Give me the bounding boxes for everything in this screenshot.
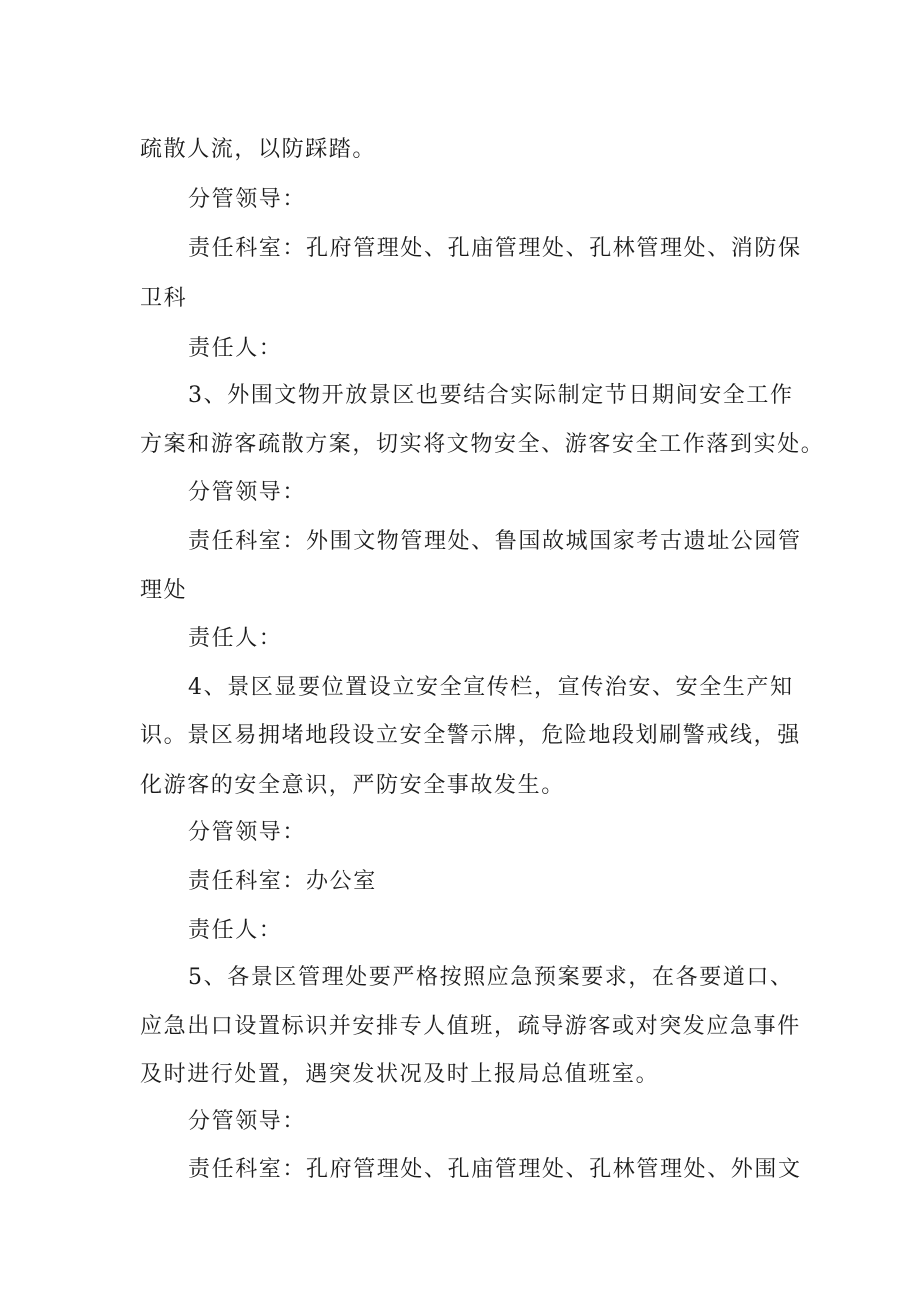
paragraph-line: 责任人： — [188, 626, 283, 651]
paragraph-line: 责任科室：孔府管理处、孔庙管理处、孔林管理处、消防保 — [188, 236, 802, 261]
paragraph-line: 分管领导： — [188, 480, 307, 505]
paragraph-line: 4、景区显要位置设立安全宣传栏，宣传治安、安全生产知 — [188, 675, 794, 700]
paragraph-line: 责任科室：外围文物管理处、鲁国故城国家考古遗址公园管 — [188, 529, 802, 554]
paragraph-line: 分管领导： — [188, 1109, 307, 1134]
paragraph-line: 责任人： — [188, 336, 283, 361]
paragraph-line: 理处 — [140, 578, 188, 603]
paragraph-line: 卫科 — [140, 286, 188, 311]
paragraph-line: 5、各景区管理处要严格按照应急预案要求，在各要道口、 — [188, 965, 794, 990]
paragraph-line: 责任科室：孔府管理处、孔庙管理处、孔林管理处、外围文 — [188, 1157, 802, 1182]
paragraph-line: 方案和游客疏散方案，切实将文物安全、游客安全工作落到实处。 — [140, 432, 825, 457]
paragraph-line: 分管领导： — [188, 187, 307, 212]
paragraph-line: 化游客的安全意识，严防安全事故发生。 — [140, 773, 565, 798]
paragraph-line: 3、外围文物开放景区也要结合实际制定节日期间安全工作 — [188, 383, 794, 408]
paragraph-line: 分管领导： — [188, 820, 307, 845]
paragraph-line: 责任科室：办公室 — [188, 869, 377, 894]
paragraph-line: 及时进行处置，遇突发状况及时上报局总值班室。 — [140, 1062, 660, 1087]
paragraph-line: 疏散人流，以防踩踏。 — [140, 137, 377, 162]
paragraph-line: 应急出口设置标识并安排专人值班，疏导游客或对突发应急事件 — [140, 1014, 801, 1039]
paragraph-line: 识。景区易拥堵地段设立安全警示牌，危险地段划刷警戒线，强 — [140, 723, 801, 748]
paragraph-line: 责任人： — [188, 918, 283, 943]
